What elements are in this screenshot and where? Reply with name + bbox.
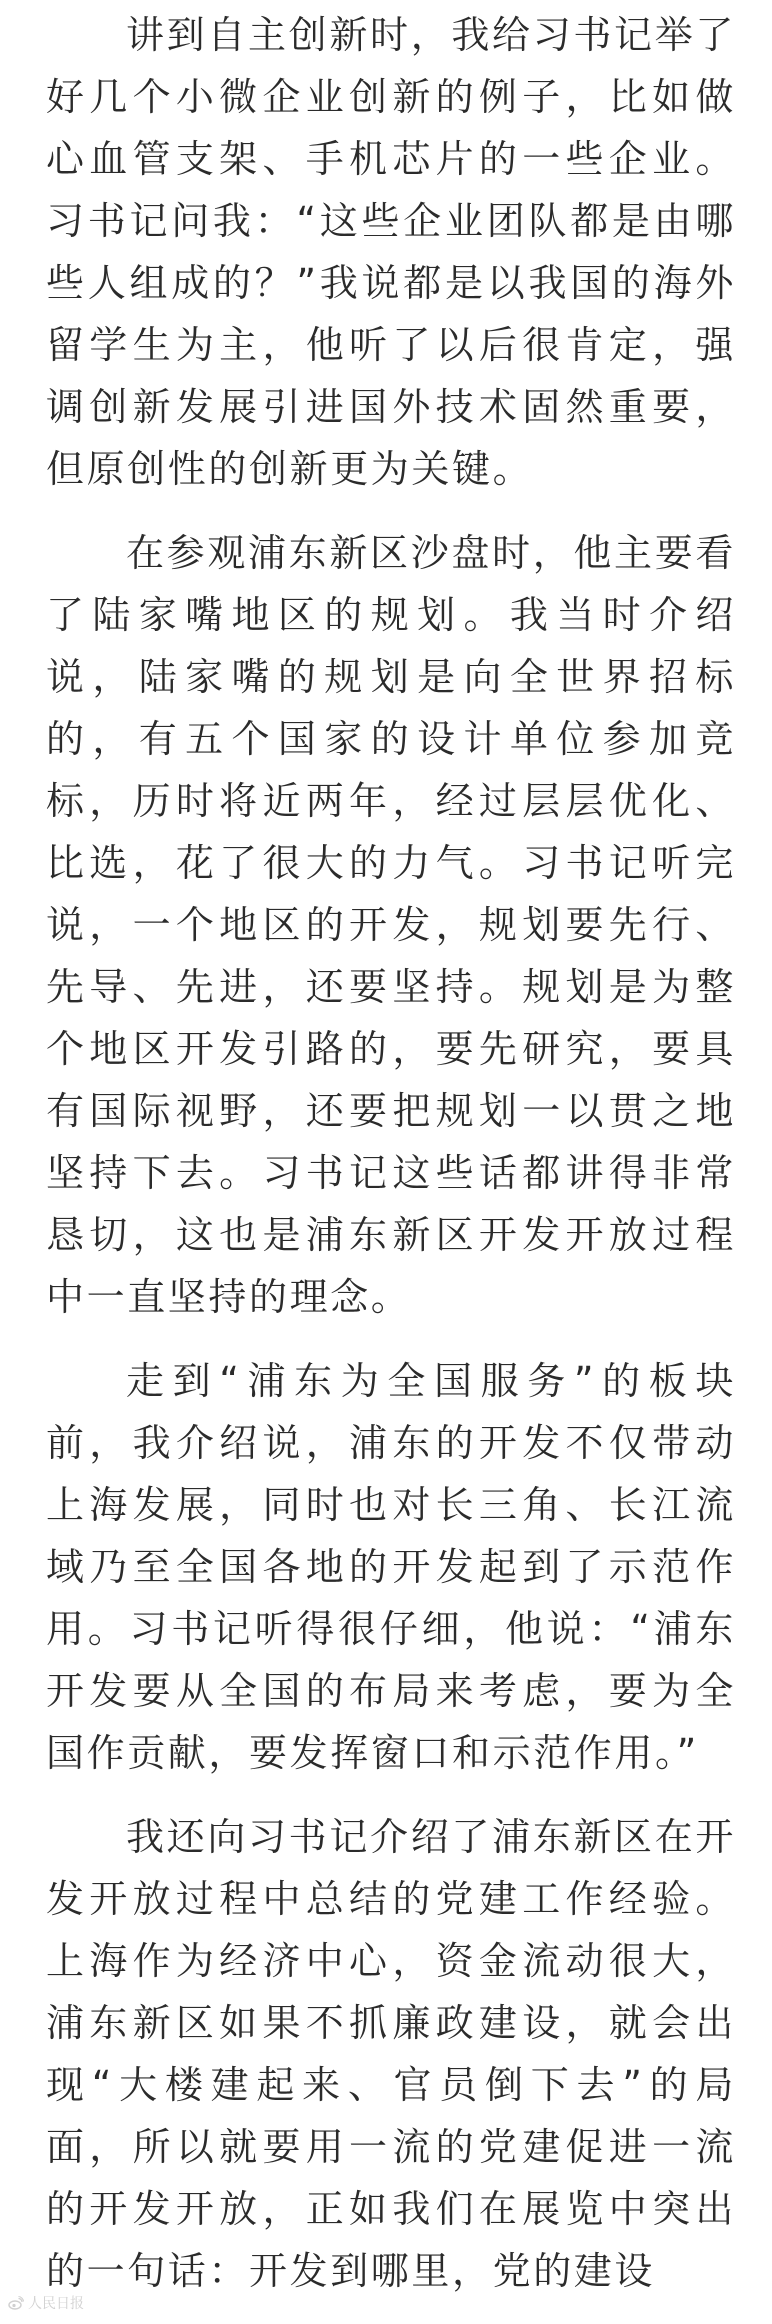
paragraph-3: 走到“浦东为全国服务”的板块前，我介绍说，浦东的开发不仅带动上海发展，同时也对长三角、长江流域乃至全国各地的开发起到了示范作用。习书记听得很仔细，他说：“浦东开发要从全国的布局来考虑，要为全国作贡献，要发挥窗口和示范作用。” [46,1359,736,1775]
watermark [8,2292,84,2314]
paragraph-4: 我还向习书记介绍了浦东新区在开发开放过程中总结的党建工作经验。上海作为经济中心，资金流动很大，浦东新区如果不抓廉政建设，就会出现“大楼建起来、官员倒下去”的局面，所以就要用一流的党建促进一流的开发开放，正如我们在展览中突出的一句话：开发到哪里，党的建设 [46,1815,736,2293]
weibo-logo-icon [8,2295,24,2311]
paragraph-1: 讲到自主创新时，我给习书记举了好几个小微企业创新的例子，比如做心血管支架、手机芯片的一些企业。习书记问我：“这些企业团队都是由哪些人组成的？”我说都是以我国的海外留学生为主，他听了以后很肯定，强调创新发展引进国外技术固然重要，但原创性的创新更为关键。 [46,13,736,491]
watermark-text: 人民日报 [28,2296,84,2312]
paragraph-2: 在参观浦东新区沙盘时，他主要看了陆家嘴地区的规划。我当时介绍说，陆家嘴的规划是向全世界招标的，有五个国家的设计单位参加竞标，历时将近两年，经过层层优化、比选，花了很大的力气。习书记听完说，一个地区的开发，规划要先行、先导、先进，还要坚持。规划是为整个地区开发引路的，要先研究，要具有国际视野，还要把规划一以贯之地坚持下去。习书记这些话都讲得非常恳切，这也是浦东新区开发开放过程中一直坚持的理念。 [46,531,736,1319]
article-body [46,0,736,2324]
